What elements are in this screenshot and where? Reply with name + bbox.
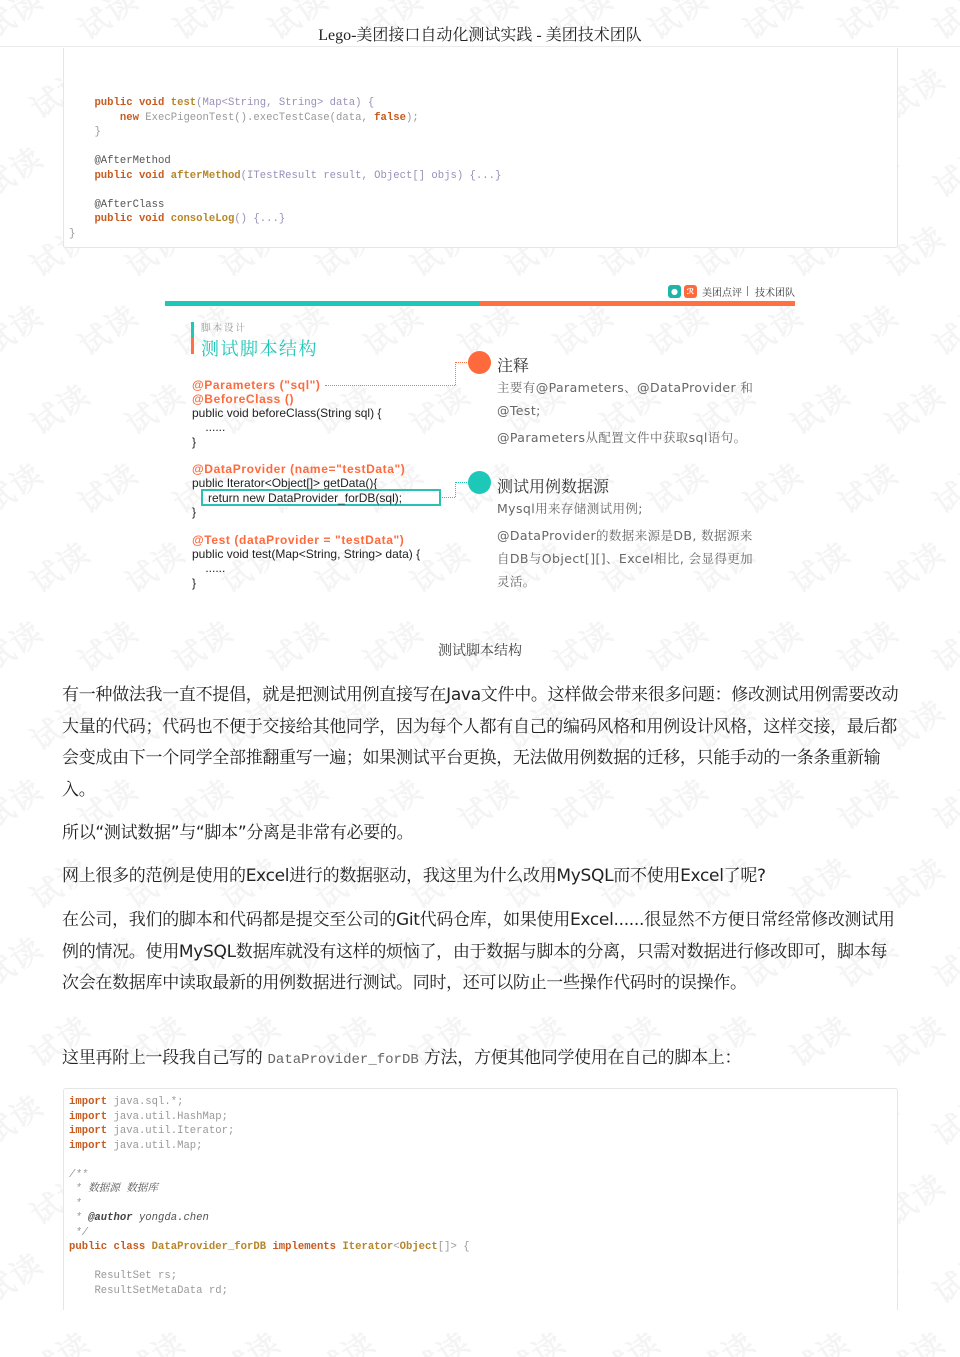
code-block-test-methods bbox=[63, 48, 898, 248]
watermark-text bbox=[20, 1319, 98, 1357]
watermark-text bbox=[0, 1082, 51, 1155]
watermark-text bbox=[68, 292, 146, 365]
code-line: } bbox=[192, 505, 197, 519]
watermark-text bbox=[923, 924, 960, 997]
header-band-orange bbox=[480, 301, 795, 306]
code-annotation-parameters: @Parameters ("sql") bbox=[192, 378, 321, 392]
logo-divider bbox=[747, 286, 748, 296]
code-line: public Iterator<Object[]> getData(){ bbox=[192, 476, 378, 490]
code-line: } bbox=[94, 126, 101, 138]
watermark-text bbox=[875, 371, 953, 444]
code-line: public void test(Map<String, String> data) { bbox=[94, 97, 375, 109]
code-line: new ExecPigeonTest().execTestCase(data, false); bbox=[119, 111, 419, 124]
title-accent-bar bbox=[191, 322, 194, 354]
leader-line-orange-end bbox=[455, 362, 469, 363]
page-header bbox=[0, 0, 960, 47]
figure-title: 测试脚本结构 bbox=[201, 339, 318, 360]
watermark-text bbox=[923, 1082, 960, 1155]
section-text: @DataProvider的数据来源是DB, 数据源来 bbox=[497, 528, 753, 543]
code-annotation-dataprovider: @DataProvider (name="testData") bbox=[192, 462, 406, 476]
leader-line-teal-end bbox=[455, 482, 469, 483]
watermark-text bbox=[0, 924, 51, 997]
figure-kicker: 脚本设计 bbox=[201, 323, 248, 334]
watermark-text bbox=[923, 134, 960, 207]
paragraph-1: 有一种做法我一直不提倡，就是把测试用例直接写在Java文件中。这样做会带来很多问题：修改测试用例需要改动大量的代码；代码也不便于交接给其他同学，因为每个人都有自己的编码风格和用例设计风格，这样交接，最后都会变成由下一个同学全部推翻重写一遍；如果测试平台更换，无法做用例数据的迁移，只能手动的一条条重新输入。 bbox=[62, 685, 899, 800]
code-line: @AfterMethod bbox=[94, 155, 171, 167]
section-heading-annotations: 注释 bbox=[497, 356, 530, 375]
code-line: import java.util.Map; bbox=[69, 1139, 203, 1152]
figure-caption: 测试脚本结构 bbox=[438, 644, 522, 659]
code-line: import java.sql.*; bbox=[69, 1096, 184, 1108]
code-line: public void afterMethod(ITestResult result, Object[] objs) {...} bbox=[94, 169, 502, 182]
watermark-text bbox=[495, 1319, 573, 1357]
code-line: public class DataProvider_forDB implements Iterator<Object[]> { bbox=[69, 1241, 470, 1253]
header-band-teal bbox=[165, 301, 480, 306]
meituan-dianping-logo bbox=[668, 282, 795, 300]
leader-line-teal bbox=[442, 497, 455, 498]
watermark-text bbox=[875, 1319, 953, 1357]
dianping-logo-icon: ● bbox=[668, 285, 681, 298]
inline-code-dataprovider: DataProvider_forDB bbox=[267, 1052, 419, 1068]
watermark-text bbox=[923, 766, 960, 839]
code-line: import java.util.HashMap; bbox=[69, 1110, 228, 1123]
code-line: * 数据源 数据库 bbox=[75, 1183, 158, 1195]
logo-team-text: 技术团队 bbox=[755, 287, 795, 299]
paragraph-5 bbox=[62, 1043, 900, 1077]
code-annotation-beforeclass: @BeforeClass () bbox=[192, 392, 295, 406]
code-line: /** bbox=[69, 1168, 89, 1181]
section-text: Mysql用来存储测试用例; bbox=[497, 501, 643, 516]
watermark-text bbox=[115, 1319, 193, 1357]
section-text: @Test; bbox=[497, 403, 541, 418]
watermark-text bbox=[923, 292, 960, 365]
watermark-text bbox=[828, 450, 906, 523]
meituan-logo-icon: ℛ bbox=[684, 285, 697, 298]
code-line: @AfterClass bbox=[94, 198, 165, 211]
code-line-highlighted: return new DataProvider_forDB(sql); bbox=[208, 491, 403, 505]
watermark-text bbox=[20, 529, 98, 602]
code-line: ResultSet rs; bbox=[94, 1270, 178, 1282]
orange-bullet-icon bbox=[468, 351, 491, 374]
watermark-text bbox=[828, 292, 906, 365]
code-line: ResultSetMetaData rd; bbox=[94, 1284, 228, 1297]
watermark-text bbox=[0, 1240, 51, 1313]
leader-line-orange bbox=[325, 385, 455, 386]
code-line: public void test(Map<String, String> data) { bbox=[192, 547, 421, 561]
watermark-text bbox=[20, 371, 98, 444]
watermark-text bbox=[590, 1319, 668, 1357]
code-line: */ bbox=[75, 1226, 89, 1239]
watermark-text bbox=[923, 450, 960, 523]
watermark-text bbox=[923, 1240, 960, 1313]
code-line: public void consoleLog() {...} bbox=[94, 213, 286, 225]
leader-line-orange-vertical bbox=[455, 362, 456, 385]
watermark-text bbox=[875, 529, 953, 602]
code-line: ...... bbox=[192, 420, 226, 434]
section-text: 灵活。 bbox=[497, 574, 536, 589]
watermark-text bbox=[68, 450, 146, 523]
code-line: * @author yongda.chen bbox=[75, 1212, 209, 1224]
logo-brand-text: 美团点评 bbox=[702, 287, 742, 299]
watermark-text bbox=[400, 1319, 478, 1357]
watermark-text bbox=[780, 1319, 858, 1357]
paragraph-2: 所以“测试数据”与“脚本”分离是非常有必要的。 bbox=[62, 823, 414, 843]
watermark-text bbox=[0, 766, 51, 839]
section-heading-data-source: 测试用例数据源 bbox=[497, 477, 610, 496]
watermark-text bbox=[0, 450, 51, 523]
watermark-text bbox=[685, 1319, 763, 1357]
paragraph-3: 网上很多的范例是使用的Excel进行的数据驱动，我这里为什么改用MySQL而不使用Excel了呢? bbox=[62, 866, 766, 886]
code-line: ...... bbox=[192, 561, 226, 575]
code-line: public void beforeClass(String sql) { bbox=[192, 406, 382, 420]
paragraph-5-text: 这里再附上一段我自己写的 bbox=[62, 1048, 268, 1068]
code-line: import java.util.Iterator; bbox=[69, 1125, 235, 1137]
section-text: 主要有@Parameters、@DataProvider 和 bbox=[497, 380, 754, 395]
page-title: Lego-美团接口自动化测试实践 - 美团技术团队 bbox=[318, 27, 642, 44]
section-text: 自DB与Object[][]、Excel相比, 会显得更加 bbox=[497, 551, 754, 566]
code-line: * bbox=[75, 1197, 82, 1210]
paragraph-5-text: 方法，方便其他同学使用在自己的脚本上： bbox=[418, 1048, 742, 1068]
watermark-text bbox=[0, 292, 51, 365]
watermark-text bbox=[210, 1319, 288, 1357]
section-text: @Parameters从配置文件中获取sql语句。 bbox=[497, 430, 747, 445]
paragraph-4: 在公司，我们的脚本和代码都是提交至公司的Git代码仓库，如果使用Excel......很显然不方便日常经常修改测试用例的情况。使用MySQL数据库就没有这样的烦恼了，由于数据与脚本的分离，只需对数据进行修改即可，脚本每次会在数据库中读取最新的用例数据进行测试。同时，还可以防止一些操作代码时的误操作。 bbox=[62, 910, 895, 993]
watermark-text bbox=[0, 134, 51, 207]
code-line: } bbox=[192, 576, 197, 590]
code-line: } bbox=[192, 435, 197, 449]
teal-bullet-icon bbox=[468, 471, 491, 494]
code-annotation-test: @Test (dataProvider = "testData") bbox=[192, 533, 405, 547]
watermark-text bbox=[305, 1319, 383, 1357]
leader-line-teal-vertical bbox=[455, 482, 456, 497]
code-line: } bbox=[69, 227, 76, 240]
code-block-dataprovider-fordb bbox=[63, 1088, 898, 1310]
figure-test-script-structure bbox=[165, 280, 795, 600]
